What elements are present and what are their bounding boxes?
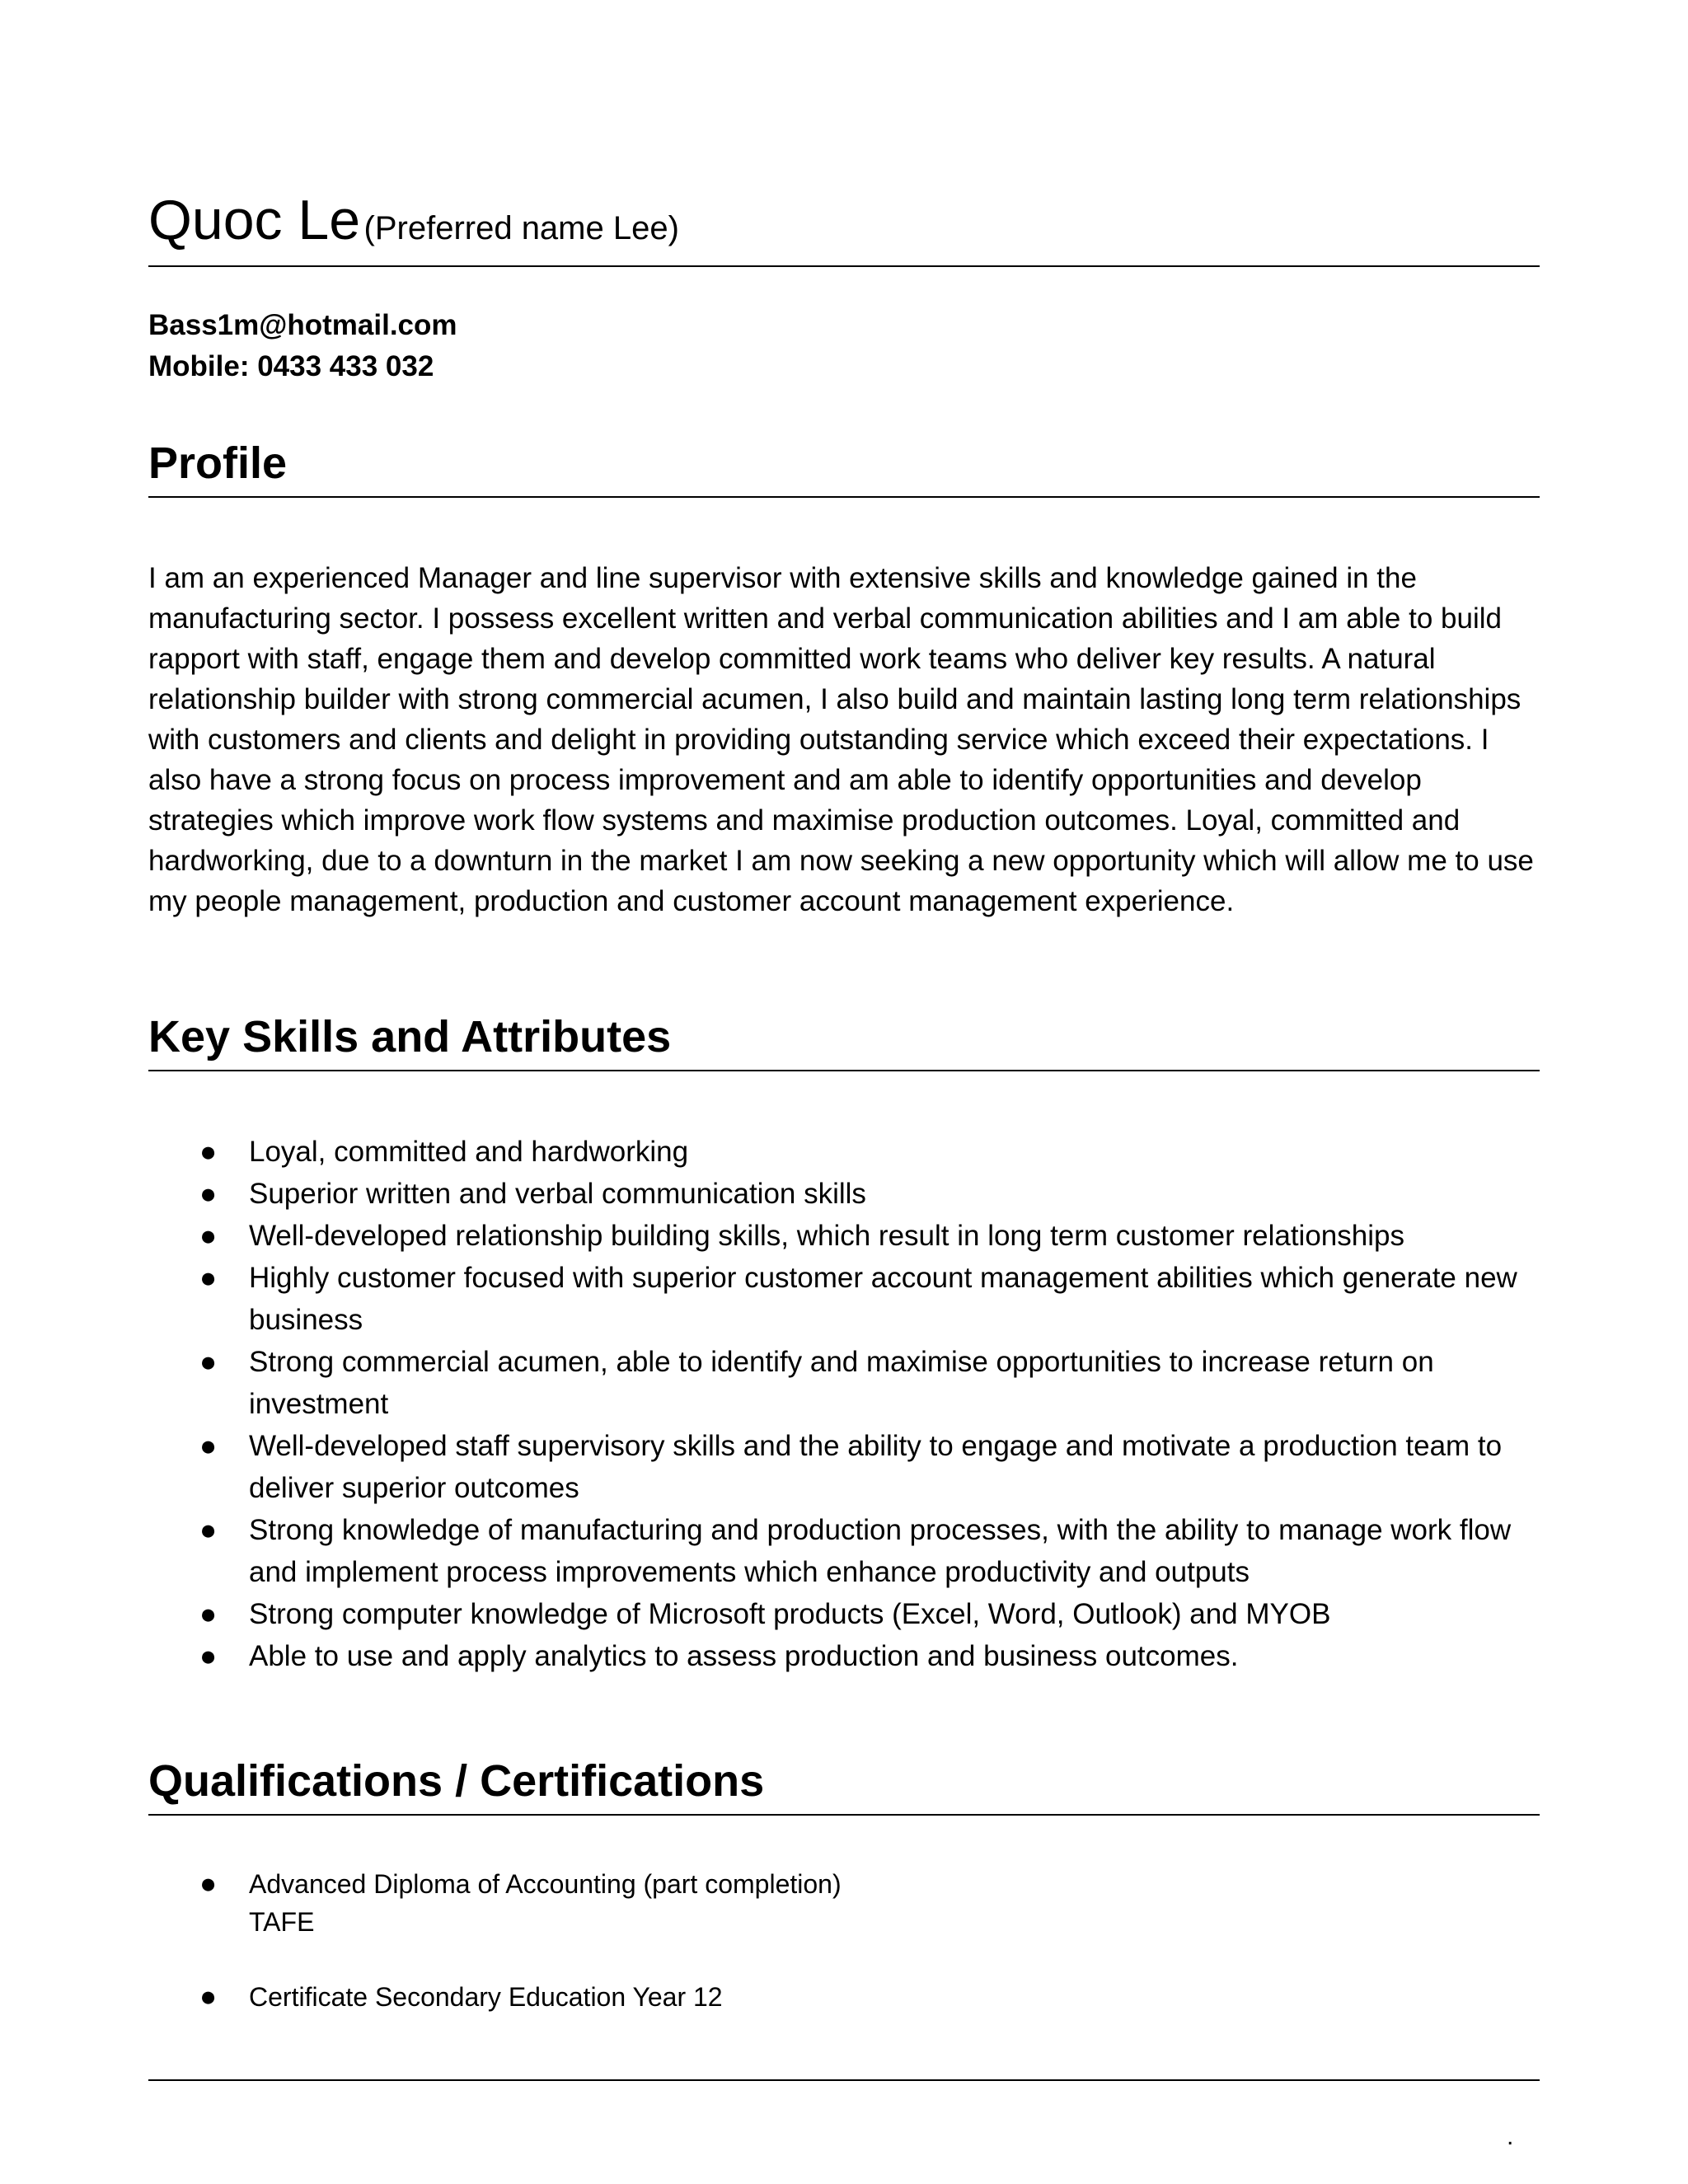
skill-text: Strong commercial acumen, able to identify and maximise opportunities to increase return on investment: [249, 1346, 1434, 1420]
list-item: [148, 1865, 1540, 1941]
mobile-number: Mobile: 0433 433 032: [148, 350, 434, 382]
list-item: [148, 1978, 1540, 2016]
qualifications-heading: Qualifications / Certifications: [148, 1755, 1540, 1816]
profile-text: I am an experienced Manager and line supervisor with extensive skills and knowledge gained in the manufacturing sector. I possess excellent written and verbal communication abilities and I am able to build rapport with staff, engage them and develop committed work teams who deliver key results. A natural relationship builder with strong commercial acumen, I also build and maintain lasting long term relationships with customers and clients and delight in providing outstanding service which exceed their expectations. I also have a strong focus on process improvement and am able to identify opportunities and develop strategies which improve work flow systems and maximise production outcomes. Loyal, committed and hardworking, due to a downturn in the market I am now seeking a new opportunity which will allow me to use my people management, production and customer account management experience.: [148, 562, 1534, 917]
skill-text: Able to use and apply analytics to assess production and business outcomes.: [249, 1640, 1239, 1672]
skill-text: Highly customer focused with superior customer account management abilities which generate new business: [249, 1262, 1517, 1336]
list-item: [148, 1509, 1540, 1593]
qualifications-list: [148, 1865, 1540, 2016]
skill-text: Strong computer knowledge of Microsoft products (Excel, Word, Outlook) and MYOB: [249, 1598, 1331, 1630]
bullet-icon: ●: [199, 1868, 218, 1900]
qualification-title: Advanced Diploma of Accounting (part completion): [249, 1869, 842, 1899]
bullet-icon: ●: [199, 1980, 218, 2013]
preferred-name: (Preferred name Lee): [363, 210, 679, 246]
skill-text: Well-developed relationship building skills, which result in long term customer relationships: [249, 1220, 1404, 1252]
resume-page: [148, 0, 1540, 2184]
contact-block: [148, 305, 457, 387]
skill-text: Superior written and verbal communication skills: [249, 1178, 866, 1210]
skills-heading: Key Skills and Attributes: [148, 1010, 1540, 1071]
candidate-name: Quoc Le: [148, 189, 361, 251]
bullet-icon: ●: [199, 1136, 218, 1168]
name-header: [148, 191, 1540, 267]
list-item: [148, 1593, 1540, 1635]
list-item: [148, 1131, 1540, 1173]
list-item: [148, 1215, 1540, 1257]
skill-text: Loyal, committed and hardworking: [249, 1136, 689, 1168]
bullet-icon: ●: [199, 1262, 218, 1294]
skill-text: Strong knowledge of manufacturing and production processes, with the ability to manage work flow and implement process improvements which enhance productivity and outputs: [249, 1514, 1512, 1588]
list-item: [148, 1635, 1540, 1677]
list-item: [148, 1173, 1540, 1215]
bullet-icon: ●: [199, 1430, 218, 1462]
bullet-icon: ●: [199, 1220, 218, 1252]
qualification-institution: TAFE: [249, 1907, 315, 1937]
qualification-title: Certificate Secondary Education Year 12: [249, 1982, 723, 2012]
bullet-icon: ●: [199, 1640, 218, 1672]
profile-heading: Profile: [148, 437, 1540, 498]
list-item: [148, 1425, 1540, 1509]
footer-mark: .: [1507, 2123, 1514, 2150]
email-address: Bass1m@hotmail.com: [148, 309, 457, 341]
list-item: [148, 1341, 1540, 1425]
list-item: [148, 1257, 1540, 1341]
skills-list: [148, 1131, 1540, 1677]
bullet-icon: ●: [199, 1346, 218, 1378]
bullet-icon: ●: [199, 1598, 218, 1630]
bullet-icon: ●: [199, 1514, 218, 1546]
bullet-icon: ●: [199, 1178, 218, 1210]
bottom-divider: [148, 2079, 1540, 2081]
skill-text: Well-developed staff supervisory skills and the ability to engage and motivate a production team to deliver superior outcomes: [249, 1430, 1503, 1504]
